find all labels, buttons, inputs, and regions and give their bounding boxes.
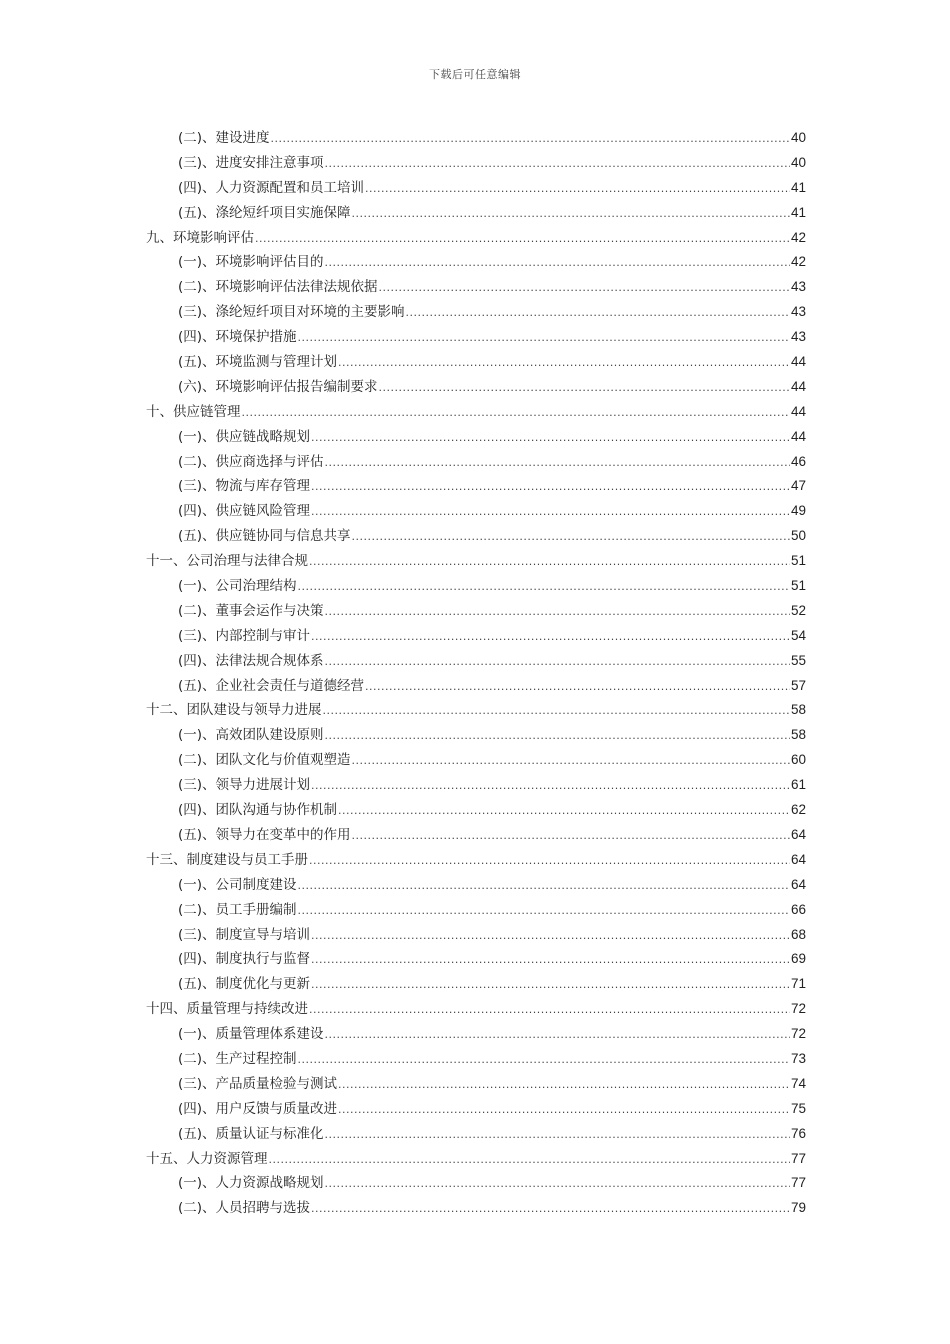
toc-page-number: 71	[790, 976, 806, 992]
toc-page-number: 41	[790, 179, 806, 195]
toc-entry-label: (三)、涤纶短纤项目对环境的主要影响	[178, 304, 405, 321]
toc-page-number: 60	[790, 752, 806, 768]
toc-dot-leader	[325, 251, 790, 276]
toc-page-number: 74	[790, 1075, 806, 1091]
toc-dot-leader	[325, 152, 790, 177]
toc-entry-label: (五)、供应链协同与信息共享	[178, 528, 351, 545]
toc-entry-label: (三)、产品质量检验与测试	[178, 1075, 338, 1092]
toc-entry-label: 十、供应链管理	[146, 403, 241, 420]
toc-section-entry[interactable]	[146, 574, 806, 599]
toc-entry-label: 十五、人力资源管理	[146, 1150, 268, 1167]
toc-section-entry[interactable]	[146, 624, 806, 649]
toc-entry-label: (三)、物流与库存管理	[178, 478, 311, 495]
toc-entry-label: (四)、用户反馈与质量改进	[178, 1100, 338, 1117]
toc-section-entry[interactable]	[146, 923, 806, 948]
toc-dot-leader	[379, 276, 790, 301]
toc-entry-label: (二)、员工手册编制	[178, 901, 297, 918]
toc-page-number: 43	[790, 329, 806, 345]
toc-page-number: 54	[790, 627, 806, 643]
toc-page-number: 66	[790, 901, 806, 917]
toc-dot-leader	[325, 1123, 790, 1148]
toc-section-entry[interactable]	[146, 350, 806, 375]
table-of-contents	[146, 126, 806, 1221]
toc-chapter-entry[interactable]	[146, 1147, 806, 1172]
toc-page-number: 40	[790, 154, 806, 170]
toc-page-number: 50	[790, 528, 806, 544]
toc-entry-label: (五)、质量认证与标准化	[178, 1125, 324, 1142]
toc-entry-label: (五)、制度优化与更新	[178, 976, 311, 993]
toc-dot-leader	[325, 1023, 790, 1048]
toc-page-number: 77	[790, 1175, 806, 1191]
toc-page-number: 58	[790, 702, 806, 718]
toc-entry-label: (四)、团队沟通与协作机制	[178, 802, 338, 819]
toc-dot-leader	[311, 1197, 790, 1222]
toc-section-entry[interactable]	[146, 1122, 806, 1147]
toc-section-entry[interactable]	[146, 151, 806, 176]
toc-page-number: 43	[790, 304, 806, 320]
toc-dot-leader	[365, 177, 790, 202]
toc-dot-leader	[311, 948, 790, 973]
toc-page-number: 42	[790, 254, 806, 270]
toc-entry-label: (一)、供应链战略规划	[178, 428, 311, 445]
toc-dot-leader	[406, 301, 790, 326]
toc-entry-label: (三)、领导力进展计划	[178, 777, 311, 794]
toc-entry-label: 十四、质量管理与持续改进	[146, 1001, 308, 1018]
toc-page-number: 76	[790, 1125, 806, 1141]
toc-dot-leader	[352, 525, 790, 550]
toc-page-number: 49	[790, 503, 806, 519]
toc-section-entry[interactable]	[146, 1196, 806, 1221]
toc-dot-leader	[269, 1148, 790, 1173]
toc-chapter-entry[interactable]	[146, 226, 806, 251]
toc-section-entry[interactable]	[146, 599, 806, 624]
toc-page-number: 75	[790, 1100, 806, 1116]
toc-section-entry[interactable]	[146, 1072, 806, 1097]
toc-entry-label: (二)、供应商选择与评估	[178, 453, 324, 470]
toc-page-number: 68	[790, 926, 806, 942]
toc-page-number: 57	[790, 677, 806, 693]
toc-page-number: 79	[790, 1200, 806, 1216]
toc-entry-label: (四)、环境保护措施	[178, 329, 297, 346]
toc-page-number: 55	[790, 652, 806, 668]
toc-entry-label: (五)、企业社会责任与道德经营	[178, 677, 365, 694]
toc-section-entry[interactable]	[146, 773, 806, 798]
toc-entry-label: (四)、制度执行与监督	[178, 951, 311, 968]
toc-page-number: 44	[790, 428, 806, 444]
toc-entry-label: (四)、供应链风险管理	[178, 503, 311, 520]
toc-section-entry[interactable]	[146, 674, 806, 699]
toc-page-number: 72	[790, 1026, 806, 1042]
toc-page-number: 77	[790, 1150, 806, 1166]
toc-section-entry[interactable]	[146, 524, 806, 549]
toc-section-entry[interactable]	[146, 898, 806, 923]
toc-dot-leader	[311, 475, 790, 500]
toc-dot-leader	[311, 426, 790, 451]
toc-section-entry[interactable]	[146, 325, 806, 350]
toc-entry-label: (一)、公司治理结构	[178, 578, 297, 595]
toc-chapter-entry[interactable]	[146, 698, 806, 723]
toc-dot-leader	[338, 799, 790, 824]
toc-entry-label: 十三、制度建设与员工手册	[146, 851, 308, 868]
toc-section-entry[interactable]	[146, 823, 806, 848]
toc-section-entry[interactable]	[146, 972, 806, 997]
toc-page-number: 58	[790, 727, 806, 743]
toc-section-entry[interactable]	[146, 474, 806, 499]
toc-dot-leader	[298, 874, 790, 899]
toc-entry-label: (三)、进度安排注意事项	[178, 154, 324, 171]
toc-entry-label: 九、环境影响评估	[146, 229, 254, 246]
toc-page-number: 72	[790, 1001, 806, 1017]
toc-entry-label: (五)、涤纶短纤项目实施保障	[178, 204, 351, 221]
toc-entry-label: (四)、法律法规合规体系	[178, 652, 324, 669]
toc-page-number: 61	[790, 777, 806, 793]
toc-page-number: 44	[790, 354, 806, 370]
toc-section-entry[interactable]	[146, 425, 806, 450]
toc-dot-leader	[352, 824, 790, 849]
toc-entry-label: 十一、公司治理与法律合规	[146, 553, 308, 570]
toc-entry-label: 十二、团队建设与领导力进展	[146, 702, 322, 719]
toc-dot-leader	[352, 749, 790, 774]
toc-page-number: 51	[790, 553, 806, 569]
toc-page-number: 64	[790, 851, 806, 867]
toc-entry-label: (四)、人力资源配置和员工培训	[178, 179, 365, 196]
toc-page-number: 47	[790, 478, 806, 494]
page-header: 下载后可任意编辑	[429, 68, 521, 81]
toc-dot-leader	[298, 899, 790, 924]
toc-section-entry[interactable]	[146, 201, 806, 226]
toc-section-entry[interactable]	[146, 748, 806, 773]
toc-section-entry[interactable]	[146, 176, 806, 201]
toc-section-entry[interactable]	[146, 873, 806, 898]
toc-entry-label: (二)、团队文化与价值观塑造	[178, 752, 351, 769]
toc-entry-label: (二)、董事会运作与决策	[178, 602, 324, 619]
toc-dot-leader	[311, 973, 790, 998]
toc-dot-leader	[325, 600, 790, 625]
toc-dot-leader	[323, 699, 790, 724]
toc-page-number: 73	[790, 1050, 806, 1066]
toc-chapter-entry[interactable]	[146, 848, 806, 873]
toc-dot-leader	[311, 500, 790, 525]
toc-section-entry[interactable]	[146, 126, 806, 151]
toc-dot-leader	[379, 376, 790, 401]
toc-page-number: 44	[790, 403, 806, 419]
toc-dot-leader	[325, 451, 790, 476]
toc-entry-label: (六)、环境影响评估报告编制要求	[178, 378, 378, 395]
toc-entry-label: (五)、领导力在变革中的作用	[178, 826, 351, 843]
toc-entry-label: (三)、制度宣导与培训	[178, 926, 311, 943]
toc-page-number: 43	[790, 279, 806, 295]
toc-dot-leader	[309, 849, 790, 874]
toc-entry-label: (五)、环境监测与管理计划	[178, 354, 338, 371]
toc-page-number: 44	[790, 378, 806, 394]
toc-entry-label: (三)、内部控制与审计	[178, 627, 311, 644]
toc-dot-leader	[338, 1073, 790, 1098]
toc-section-entry[interactable]	[146, 947, 806, 972]
toc-section-entry[interactable]	[146, 1047, 806, 1072]
toc-section-entry[interactable]	[146, 1171, 806, 1196]
toc-chapter-entry[interactable]	[146, 400, 806, 425]
toc-entry-label: (二)、环境影响评估法律法规依据	[178, 279, 378, 296]
toc-page-number: 62	[790, 802, 806, 818]
toc-entry-label: (二)、人员招聘与选拔	[178, 1200, 311, 1217]
toc-section-entry[interactable]	[146, 723, 806, 748]
toc-entry-label: (二)、生产过程控制	[178, 1050, 297, 1067]
toc-page-number: 40	[790, 130, 806, 145]
toc-dot-leader	[365, 675, 790, 700]
toc-entry-label: (一)、高效团队建设原则	[178, 727, 324, 744]
toc-dot-leader	[325, 650, 790, 675]
toc-entry-label: (一)、公司制度建设	[178, 876, 297, 893]
toc-dot-leader	[311, 924, 790, 949]
toc-page-number: 69	[790, 951, 806, 967]
toc-page-number: 51	[790, 578, 806, 594]
toc-chapter-entry[interactable]	[146, 997, 806, 1022]
toc-section-entry[interactable]	[146, 275, 806, 300]
toc-page-number: 64	[790, 876, 806, 892]
toc-section-entry[interactable]	[146, 798, 806, 823]
toc-entry-label: (一)、质量管理体系建设	[178, 1026, 324, 1043]
toc-section-entry[interactable]	[146, 649, 806, 674]
toc-page-number: 46	[790, 453, 806, 469]
toc-dot-leader	[325, 1172, 790, 1197]
toc-dot-leader	[271, 127, 790, 152]
toc-dot-leader	[298, 1048, 790, 1073]
toc-dot-leader	[298, 326, 790, 351]
toc-page-number: 42	[790, 229, 806, 245]
toc-dot-leader	[311, 625, 790, 650]
toc-page-number: 64	[790, 826, 806, 842]
toc-page-number: 52	[790, 602, 806, 618]
toc-dot-leader	[325, 724, 790, 749]
toc-chapter-entry[interactable]	[146, 549, 806, 574]
toc-section-entry[interactable]	[146, 300, 806, 325]
toc-dot-leader	[242, 401, 790, 426]
toc-dot-leader	[298, 575, 790, 600]
toc-entry-label: (二)、建设进度	[178, 130, 270, 146]
toc-page-number: 41	[790, 204, 806, 220]
toc-dot-leader	[309, 998, 790, 1023]
toc-entry-label: (一)、人力资源战略规划	[178, 1175, 324, 1192]
toc-section-entry[interactable]	[146, 1022, 806, 1047]
toc-dot-leader	[338, 351, 790, 376]
toc-entry-label: (一)、环境影响评估目的	[178, 254, 324, 271]
toc-section-entry[interactable]	[146, 1097, 806, 1122]
toc-section-entry[interactable]	[146, 499, 806, 524]
toc-dot-leader	[309, 550, 790, 575]
toc-section-entry[interactable]	[146, 450, 806, 475]
toc-dot-leader	[311, 774, 790, 799]
toc-section-entry[interactable]	[146, 375, 806, 400]
toc-section-entry[interactable]	[146, 250, 806, 275]
toc-dot-leader	[352, 202, 790, 227]
toc-dot-leader	[255, 227, 790, 252]
toc-dot-leader	[338, 1098, 790, 1123]
